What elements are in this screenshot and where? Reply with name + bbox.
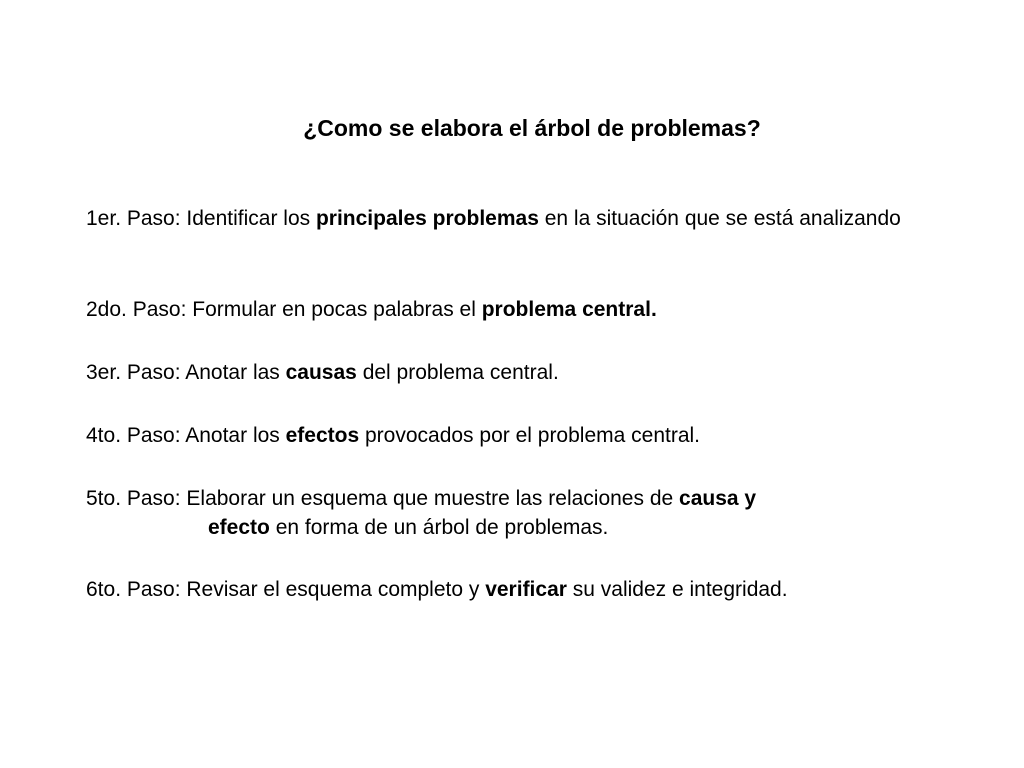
step-3-prefix: 3er. Paso: Anotar las bbox=[86, 361, 286, 384]
step-2 bbox=[86, 295, 966, 324]
step-5-line2-suffix: en forma de un árbol de problemas. bbox=[269, 516, 609, 539]
step-1 bbox=[86, 204, 966, 233]
step-6 bbox=[86, 575, 966, 604]
step-5-line2-bold: efecto bbox=[208, 516, 270, 539]
step-1-prefix: 1er. Paso: Identificar los bbox=[86, 207, 316, 230]
step-1-bold: principales problemas bbox=[315, 207, 539, 230]
step-3 bbox=[86, 358, 966, 387]
step-5-continuation bbox=[86, 513, 966, 542]
step-2-prefix: 2do. Paso: Formular en pocas palabras el bbox=[86, 298, 482, 321]
step-4-prefix: 4to. Paso: Anotar los bbox=[86, 424, 286, 447]
step-1-suffix: en la situación que se está analizando bbox=[538, 207, 901, 230]
step-2-bold: problema central. bbox=[481, 298, 657, 321]
step-5 bbox=[86, 484, 966, 542]
step-3-suffix: del problema central. bbox=[356, 361, 559, 384]
step-6-prefix: 6to. Paso: Revisar el esquema completo y bbox=[86, 578, 486, 601]
step-4-suffix: provocados por el problema central. bbox=[359, 424, 701, 447]
step-4-bold: efectos bbox=[285, 424, 360, 447]
step-4 bbox=[86, 421, 966, 450]
step-5-bold: causa y bbox=[679, 487, 757, 510]
step-5-prefix: 5to. Paso: Elaborar un esquema que muestre las relaciones de bbox=[86, 487, 680, 510]
step-6-bold: verificar bbox=[485, 578, 567, 601]
step-3-bold: causas bbox=[285, 361, 357, 384]
step-6-suffix: su validez e integridad. bbox=[566, 578, 788, 601]
slide-title: ¿Como se elabora el árbol de problemas? bbox=[303, 115, 761, 141]
